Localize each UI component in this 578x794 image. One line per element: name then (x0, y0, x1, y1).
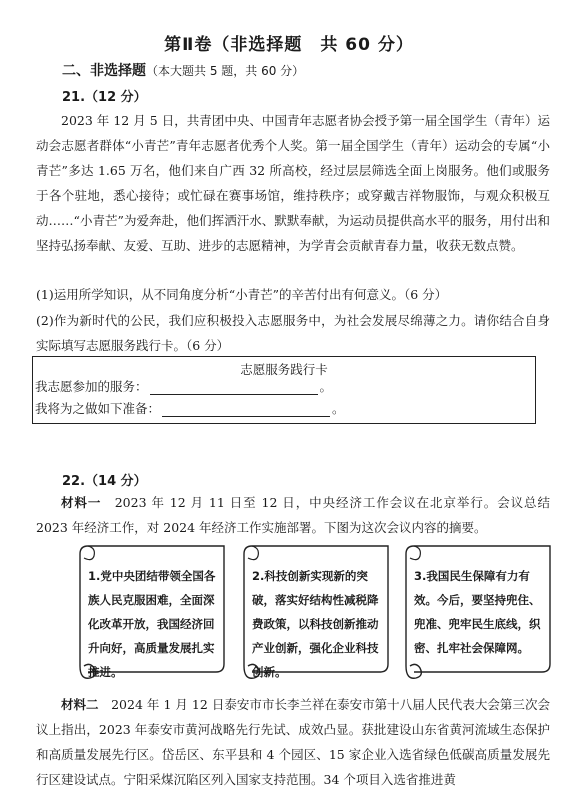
card-line-prep-label: 我将为之做如下准备： (35, 401, 161, 416)
material-1-label: 材料一 (61, 495, 102, 510)
volunteer-practice-card (32, 356, 536, 424)
question-21-sub2: (2)作为新时代的公民，我们应积极投入志愿服务中，为社会发展尽绵薄之力。请你结合自身实际填写志愿服务践行卡。（6 分） (36, 313, 550, 353)
card-line-service-label: 我志愿参加的服务： (35, 379, 148, 394)
material-2-text: 2024 年 1 月 12 日泰安市市长李兰祥在泰安市第十八届人民代表大会第三次会议上指出，2023 年泰安市黄河战略先行先试、成效凸显。获批建设山东省黄河流域生态保护和高质量发展先行区。岱岳区、东平县和 4 个园区、15 家企业入选省绿色低碳高质量发展先行区建设试点。宁阳采煤沉陷区列入国家支持范围。34 个项目入选省推进黄 (36, 697, 550, 787)
question-22-material-1 (36, 490, 550, 540)
card-line-service-end: 。 (319, 379, 333, 394)
scroll-3-text: 3.我国民生保障有力有效。今后，要坚持兜住、兜准、兜牢民生底线，织密、扎牢社会保障网。 (414, 569, 541, 655)
question-21-material: 2023 年 12 月 5 日，共青团中央、中国青年志愿者协会授予第一届全国学生（青年）运动会志愿者群体“小青芒”青年志愿者优秀个人奖。第一届全国学生（青年）运动会的专属“小青芒”多达 1.65 万名，他们来自广西 32 所高校，经过层层筛选全面上岗服务。他们或服务于各个驻地，悉心接待；或忙碌在赛事场馆，维持秩序；或穿戴吉祥物服饰，与观众积极互动……“小青芒”为爱奔赴，他们挥洒汗水、默默奉献，为运动员提供高水平的服务，用付出和坚持弘扬奉献、友爱、互助、进步的志愿精神，为学青会贡献青春力量，收获无数点赞。 (36, 113, 550, 253)
card-title: 志愿服务践行卡 (240, 362, 328, 377)
scroll-2-text: 2.科技创新实现新的突破，落实好结构性减税降费政策，以科技创新推动产业创新，强化企业科技创新。 (252, 569, 379, 679)
summary-scroll-3 (400, 542, 555, 684)
card-line-service (35, 377, 332, 395)
page-title-part-b: 共 60 分） (320, 35, 414, 55)
card-service-blank[interactable] (150, 382, 318, 395)
page-title (0, 30, 578, 55)
material-1-text: 2023 年 12 月 11 日至 12 日，中央经济工作会议在北京举行。会议总结 2023 年经济工作，对 2024 年经济工作实施部署。下图为这次会议内容的摘要。 (36, 495, 550, 535)
question-22-material-2 (36, 692, 550, 792)
summary-scroll-2 (238, 542, 393, 684)
summary-scroll-1 (74, 542, 229, 684)
page-title-part-a: 第Ⅱ卷（非选择题 (164, 35, 303, 55)
card-prep-blank[interactable] (162, 404, 330, 417)
section-heading (62, 60, 304, 80)
card-line-prep (35, 399, 345, 417)
section-heading-note: （本大题共 5 题，共 60 分） (146, 64, 305, 78)
question-22-number: 22.（14 分） (62, 474, 147, 489)
question-21-number: 21.（12 分） (62, 90, 147, 105)
material-2-label: 材料二 (61, 697, 99, 712)
card-line-prep-end: 。 (332, 401, 345, 416)
section-heading-text: 二、非选择题 (62, 63, 146, 79)
scroll-1-text: 1.党中央团结带领全国各族人民克服困难，全面深化改革开放，我国经济回升向好，高质量发展扎实推进。 (88, 569, 216, 679)
question-21-sub1: (1)运用所学知识，从不同角度分析“小青芒”的辛苦付出有何意义。（6 分） (36, 287, 448, 302)
